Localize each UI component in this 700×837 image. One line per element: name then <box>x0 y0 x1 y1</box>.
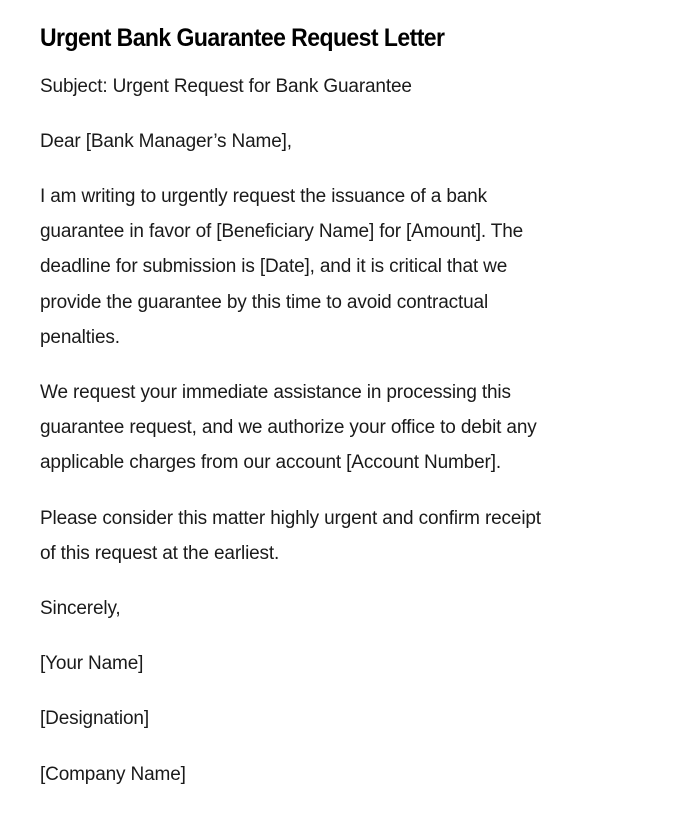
closing: Sincerely, <box>40 598 121 619</box>
text-line: provide the guarantee by this time to avoid contractual <box>40 291 489 313</box>
signature-name: [Your Name] <box>40 653 144 674</box>
text-line: Please consider this matter highly urgent and confirm receipt <box>40 508 541 529</box>
text-line: penalties. <box>40 326 120 348</box>
text-line: applicable charges from our account [Account Number]. <box>40 452 501 474</box>
salutation: Dear [Bank Manager’s Name], <box>40 131 292 152</box>
text-line: guarantee request, and we authorize your office to debit any <box>40 417 537 439</box>
text-line: guarantee in favor of [Beneficiary Name] for [Amount]. The <box>40 221 524 243</box>
subject-line: Subject: Urgent Request for Bank Guarantee <box>40 76 412 97</box>
text-line: deadline for submission is [Date], and it is critical that we <box>40 256 508 278</box>
body-paragraph-request <box>40 179 660 355</box>
body-paragraph-authorization <box>40 375 660 481</box>
signature-company: [Company Name] <box>40 764 186 785</box>
text-line: of this request at the earliest. <box>40 543 280 565</box>
text-line: I am writing to urgently request the issuance of a bank <box>40 186 487 207</box>
text-line: We request your immediate assistance in processing this <box>40 382 511 403</box>
body-paragraph-urgency <box>40 501 660 571</box>
document-title: Urgent Bank Guarantee Request Letter <box>40 24 445 52</box>
signature-designation: [Designation] <box>40 708 149 729</box>
